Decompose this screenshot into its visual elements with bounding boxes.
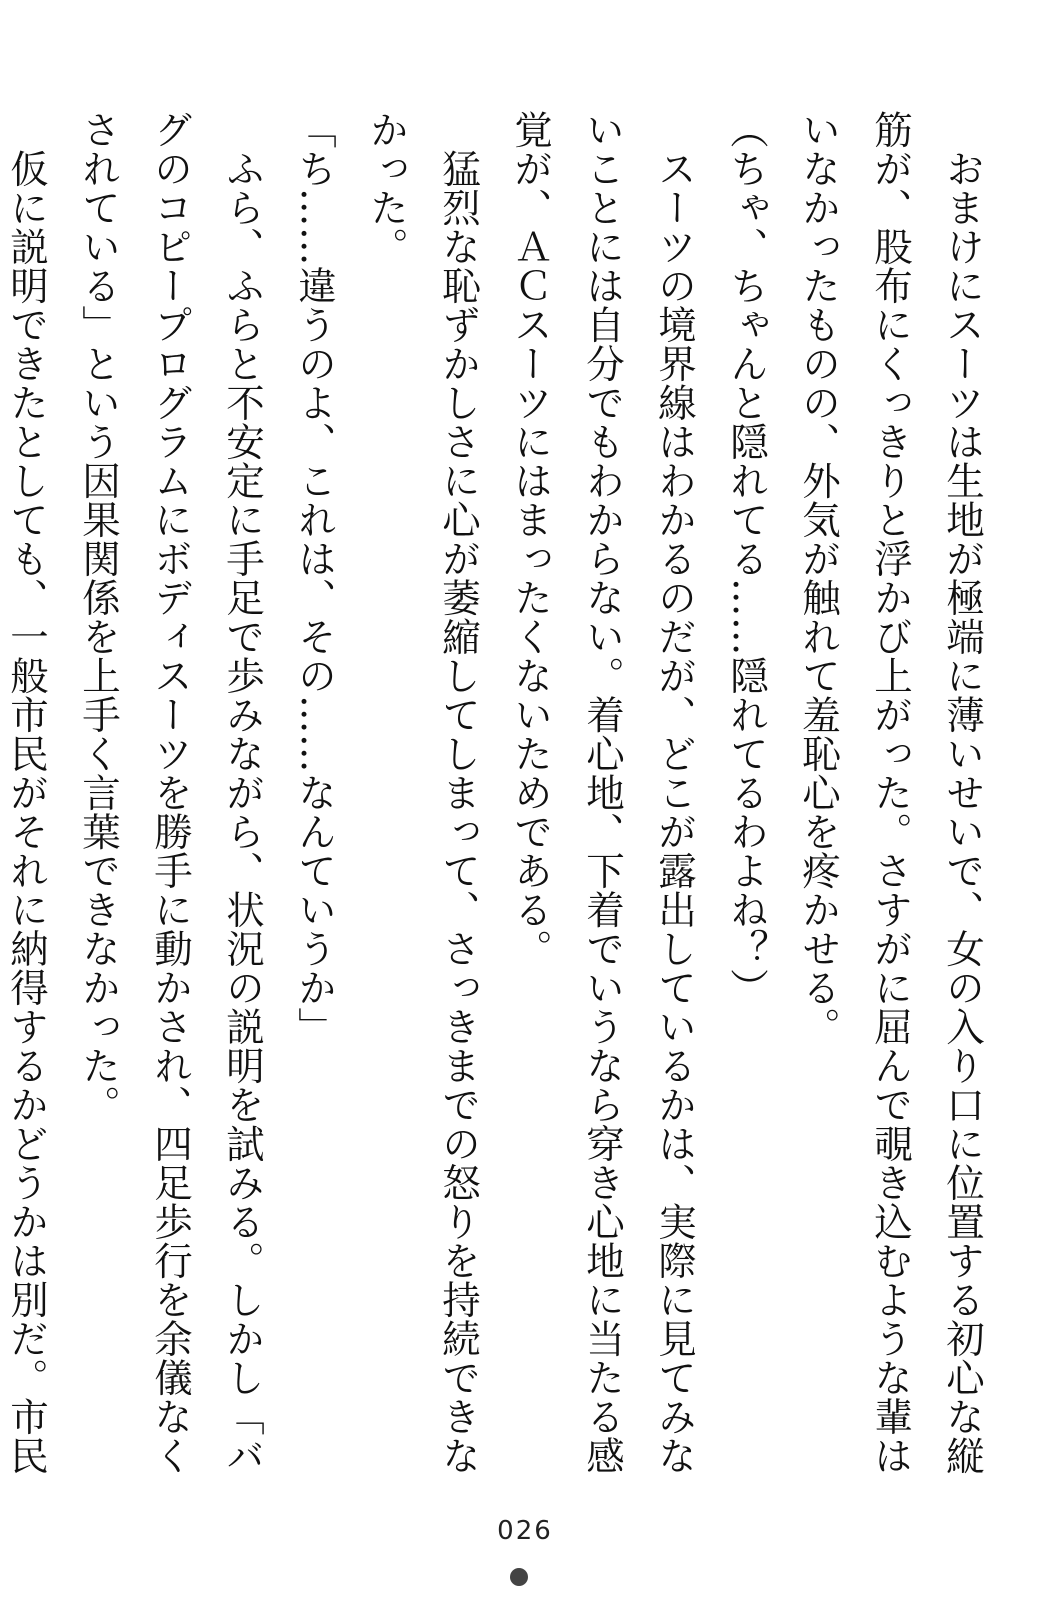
page-marker-dot (510, 1568, 528, 1586)
paragraph: スーツの境界線はわかるのだが、どこが露出しているかは、実際に見てみないことには自分でもわからない。着心地、下着でいうなら穿き心地に当たる感覚が、ＡＣスーツにはまったくないためである。 (508, 110, 697, 1475)
paragraph: ふら、ふらと不安定に手足で歩みながら、状況の説明を試みる。しかし「バグのコピープログラムにボディスーツを勝手に動かされ、四足歩行を余儀なくされている」という因果関係を上手く言葉できなかった。 (76, 110, 265, 1475)
body-text (4, 110, 998, 1490)
dialogue-line: （ちゃ、ちゃんと隠れてる……隠れてるわよね？） (724, 110, 769, 1007)
paragraph: 猛烈な恥ずかしさに心が萎縮してしまって、さっきまでの怒りを持続できなかった。 (364, 110, 481, 1475)
paragraph: 仮に説明できたとしても、一般市民がそれに納得するかどうかは別だ。市民 (4, 148, 49, 1475)
dialogue-line: 「ち……違うのよ、これは、その……なんていうか」 (292, 110, 337, 1046)
page-number: 026 (497, 1516, 553, 1546)
paragraph: おまけにスーツは生地が極端に薄いせいで、女の入り口に位置する初心な縦筋が、股布にくっきりと浮かび上がった。さすがに屈んで覗き込むような輩はいなかったものの、外気が触れて羞恥心を疼かせる。 (796, 110, 985, 1475)
